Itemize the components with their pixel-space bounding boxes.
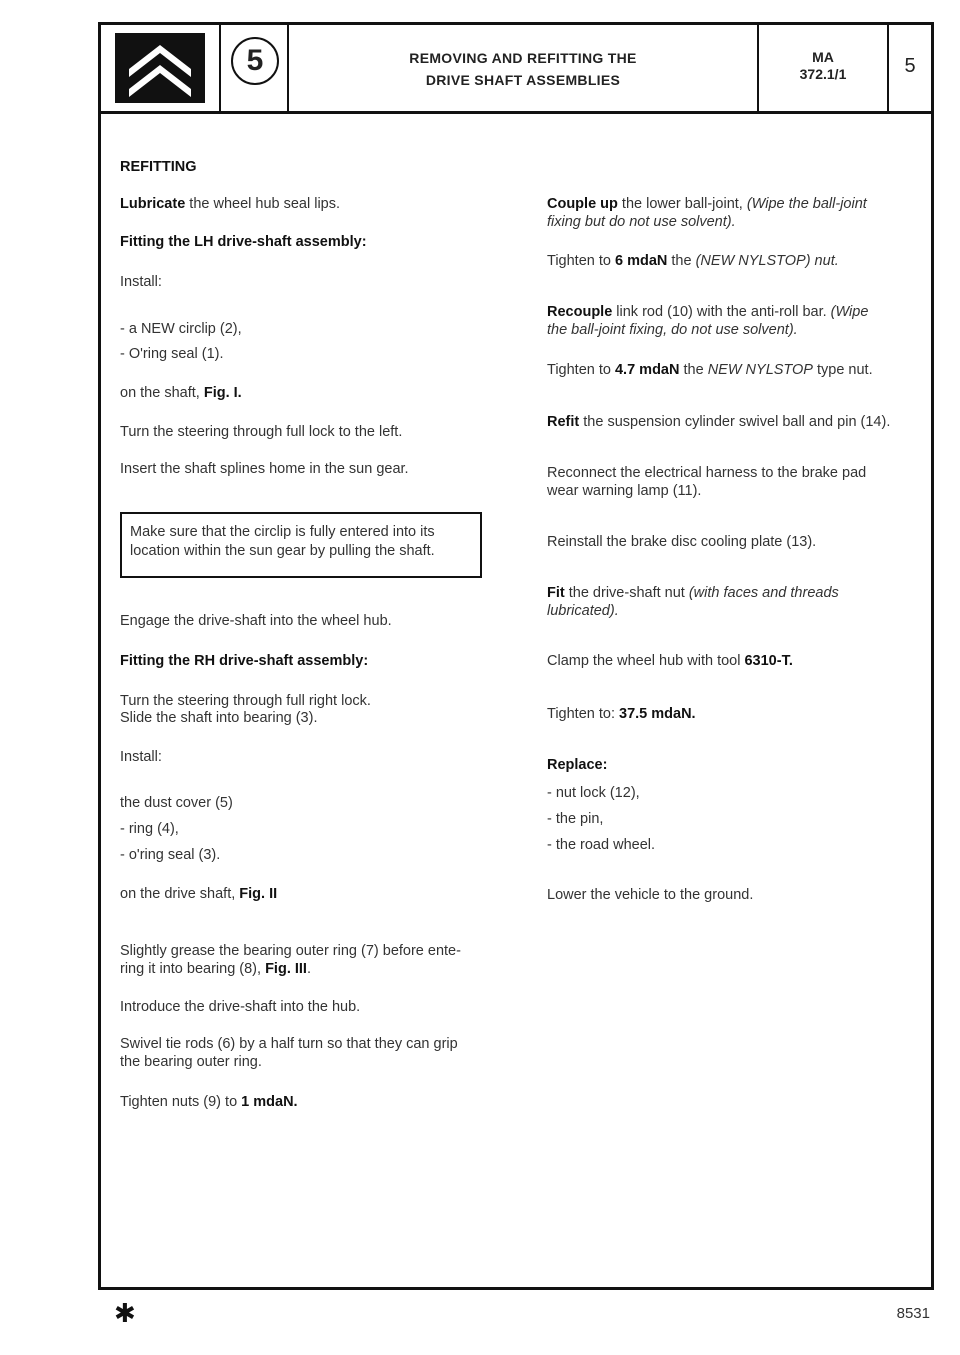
chapter-number: 5 [231, 37, 279, 85]
item-pin: - the pin, [547, 811, 604, 827]
replace-heading: Replace: [547, 757, 608, 773]
install-label-1: Install: [120, 274, 162, 290]
tighten-nuts: Tighten nuts (9) to [120, 1094, 242, 1110]
lh-heading: Fitting the LH drive-shaft assembly: [120, 234, 367, 250]
reconnect-line-1: Reconnect the electrical harness to the brake pad [547, 465, 867, 481]
slide-text: Slide the shaft into bearing (3). [120, 710, 318, 726]
item-oring-3: - o'ring seal (3). [120, 847, 221, 863]
couple-italic-2: fixing but do not use solvent). [547, 214, 736, 230]
on-drive-text [120, 885, 277, 904]
ref-line-1: MA [812, 49, 834, 65]
section-number: 5 [904, 55, 916, 77]
grease-text: ring it into bearing (8), [120, 961, 266, 977]
tighten-47-italic: NEW NYLSTOP [707, 362, 813, 378]
logo-cell [101, 25, 221, 111]
grease-end: . [306, 961, 311, 977]
recouple-italic-1: (Wipe [830, 304, 869, 320]
asterisk-icon: ✱ [114, 1298, 136, 1328]
fit-line-1 [547, 584, 839, 603]
lubricate-text [120, 195, 340, 214]
turn-right-text: Turn the steering through full right lock. [120, 693, 371, 709]
page-code: 8531 [896, 1305, 930, 1322]
tighten-6-mid: the [667, 253, 696, 269]
reconnect-line-2: wear warning lamp (11). [547, 483, 702, 499]
couple-rest: the lower ball-joint, [617, 196, 747, 212]
refit-bold: Refit [547, 414, 580, 430]
lubricate-rest: the wheel hub seal lips. [185, 196, 341, 212]
recouple-line-1 [547, 303, 868, 322]
note-line-2: location within the sun gear by pulling the shaft. [130, 543, 435, 559]
tighten-nuts-text [120, 1093, 298, 1112]
lower-text: Lower the vehicle to the ground. [547, 887, 754, 903]
tighten-47-pre: Tighten to [547, 362, 615, 378]
grease-line-2 [120, 960, 311, 979]
fig-2-ref: Fig. II [239, 886, 278, 902]
turn-left-text: Turn the steering through full lock to the left. [120, 424, 403, 440]
reference-cell [759, 25, 889, 111]
item-road-wheel: - the road wheel. [547, 837, 656, 853]
couple-bold: Couple up [547, 196, 618, 212]
engage-text: Engage the drive-shaft into the wheel hub. [120, 613, 392, 629]
item-ring: - ring (4), [120, 821, 179, 837]
on-shaft-text [120, 384, 242, 403]
section-cell [889, 25, 931, 111]
clamp-tool: 6310-T. [744, 653, 793, 669]
ref-line-2: 372.1/1 [799, 66, 847, 82]
refitting-heading: REFITTING [120, 159, 197, 175]
page-header [98, 22, 934, 114]
refit-text [547, 413, 890, 432]
fig-3-ref: Fig. III [265, 961, 307, 977]
recouple-rest: link rod (10) with the anti-roll bar. [612, 304, 831, 320]
tighten-to-value: 37.5 mdaN. [619, 706, 696, 722]
title-line-2: DRIVE SHAFT ASSEMBLIES [425, 72, 621, 88]
title-cell [289, 25, 759, 111]
fit-italic-1: (with faces and threads [688, 585, 839, 601]
on-shaft: on the shaft, [120, 385, 204, 401]
lubricate-bold: Lubricate [120, 196, 186, 212]
fit-rest: the drive-shaft nut [564, 585, 689, 601]
dust-cover-text: the dust cover (5) [120, 795, 233, 811]
swivel-line-1: Swivel tie rods (6) by a half turn so that they can grip [120, 1036, 458, 1052]
tighten-47-end: type nut. [812, 362, 873, 378]
grease-line-1: Slightly grease the bearing outer ring (7) before ente- [120, 943, 461, 959]
couple-italic-1: (Wipe the ball-joint [746, 196, 867, 212]
tighten-to: Tighten to: [547, 706, 620, 722]
rh-heading: Fitting the RH drive-shaft assembly: [120, 653, 369, 669]
couple-line-1 [547, 195, 867, 214]
tighten-6-pre: Tighten to [547, 253, 615, 269]
citroen-logo [115, 33, 205, 103]
tighten-nuts-value: 1 mdaN. [241, 1094, 298, 1110]
fig-1-ref: Fig. I. [203, 385, 242, 401]
swivel-line-2: the bearing outer ring. [120, 1054, 262, 1070]
install-label-2: Install: [120, 749, 162, 765]
tighten-47-mid: the [679, 362, 708, 378]
item-oring-1: - O'ring seal (1). [120, 346, 224, 362]
reinstall-text: Reinstall the brake disc cooling plate (13). [547, 534, 817, 550]
note-line-1: Make sure that the circlip is fully entered into its [130, 524, 435, 540]
fit-bold: Fit [547, 585, 565, 601]
tighten-6-italic: (NEW NYLSTOP) nut. [695, 253, 839, 269]
chapter-cell [221, 25, 289, 111]
on-drive: on the drive shaft, [120, 886, 240, 902]
item-nut-lock: - nut lock (12), [547, 785, 640, 801]
insert-text: Insert the shaft splines home in the sun gear. [120, 461, 409, 477]
tighten-to-text [547, 705, 696, 724]
clamp-pre: Clamp the wheel hub with tool [547, 653, 745, 669]
clamp-text [547, 652, 793, 671]
tighten-6-text [547, 252, 839, 271]
title-line-1: REMOVING AND REFITTING THE [409, 50, 637, 66]
item-circlip: - a NEW circlip (2), [120, 321, 242, 337]
recouple-italic-2: the ball-joint fixing, do not use solvent). [547, 322, 798, 338]
fit-italic-2: lubricated). [547, 603, 619, 619]
refit-rest: the suspension cylinder swivel ball and pin (14). [579, 414, 891, 430]
tighten-6-value: 6 mdaN [614, 253, 668, 269]
tighten-47-value: 4.7 mdaN [614, 362, 680, 378]
recouple-bold: Recouple [547, 304, 613, 320]
introduce-text: Introduce the drive-shaft into the hub. [120, 999, 361, 1015]
tighten-47-text [547, 361, 873, 380]
